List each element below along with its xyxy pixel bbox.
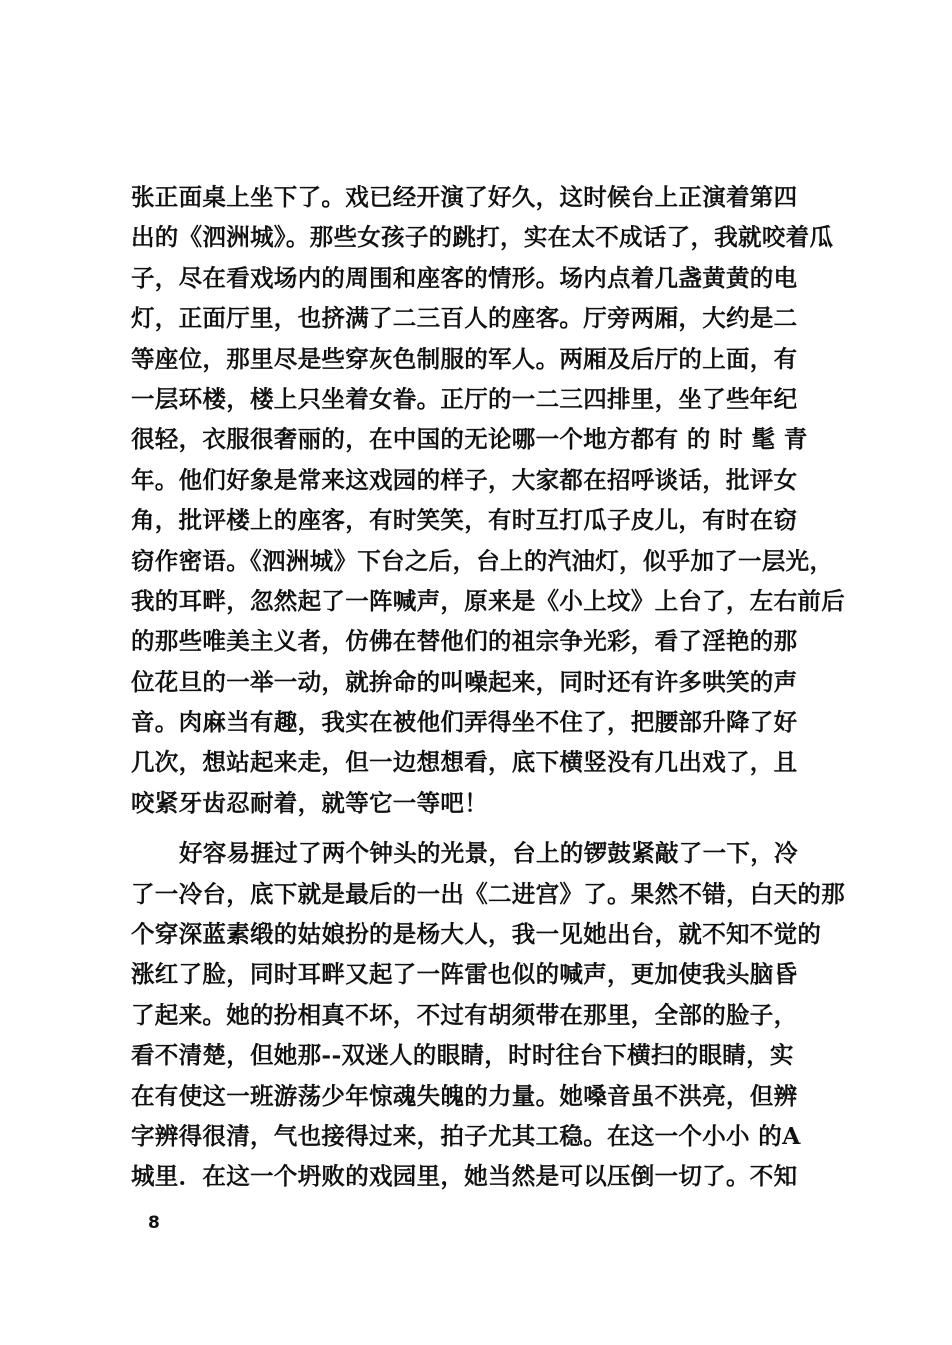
text-line: 城里．在这一个坍败的戏园里，她当然是可以压倒一切了。不知 — [131, 1162, 798, 1191]
paragraph-spacer — [131, 823, 856, 833]
text-line: 子，尽在看戏场内的周围和座客的情形。场内点着几盏黄黄的电 — [131, 263, 798, 292]
text-line: 了一冷台，底下就是最后的一出《二进宫》了。果然不错，白天的那 — [131, 879, 845, 908]
page-number: 8 — [148, 1213, 160, 1233]
text-line: 看不清楚，但她那--双迷人的眼睛，时时往台下横扫的眼睛，实 — [131, 1041, 794, 1070]
paragraph-1 — [131, 177, 856, 823]
text-line: 张正面桌上坐下了。戏已经开演了好久，这时候台上正演着第四 — [131, 183, 798, 211]
text-line: 一层环楼，楼上只坐着女眷。正厅的一二三四排里，坐了些年纪 — [131, 384, 798, 413]
text-line: 个穿深蓝素缎的姑娘扮的是杨大人，我一见她出台，就不知不觉的 — [131, 920, 822, 949]
text-line: 音。肉麻当有趣，我实在被他们弄得坐不住了，把腰部升降了好 — [131, 708, 798, 737]
body-text — [131, 177, 856, 1197]
text-line: 等座位，那里尽是些穿灰色制服的军人。两厢及后厅的上面，有 — [131, 344, 798, 373]
text-line: 的那些唯美主义者，仿佛在替他们的祖宗争光彩，看了淫艳的那 — [131, 627, 798, 656]
text-line: 位花旦的一举一动，就拚命的叫噪起来，同时还有许多哄笑的声 — [131, 667, 798, 696]
text-line: 几次，想站起来走，但一边想想看，底下横竖没有几出戏了，且 — [131, 748, 798, 777]
text-line: 字辨得很清，气也接得过来，拍子尤其工稳。在这一个小小 的A — [131, 1121, 801, 1150]
text-line: 很轻，衣服很奢丽的，在中国的无论哪一个地方都有 的 时 髦 青 — [131, 425, 808, 454]
text-line: 咬紧牙齿忍耐着，就等它一等吧！ — [131, 788, 488, 817]
text-line-indented: 好容易捱过了两个钟头的光景，台上的锣鼓紧敲了一下，冷 — [179, 839, 798, 868]
text-line: 角，批评楼上的座客，有时笑笑，有时互打瓜子皮儿，有时在窃 — [131, 506, 798, 535]
text-line: 在有使这一班游荡少年惊魂失魄的力量。她嗓音虽不洪亮，但辨 — [131, 1081, 798, 1110]
text-line: 年。他们好象是常来这戏园的样子，大家都在招呼谈话，批评女 — [131, 465, 798, 494]
paragraph-2 — [131, 833, 856, 1197]
text-line: 了起来。她的扮相真不坏，不过有胡须带在那里，全部的脸子， — [131, 1000, 798, 1029]
text-line: 灯，正面厅里，也挤满了二三百人的座客。厅旁两厢，大约是二 — [131, 304, 798, 333]
text-line: 出的《泗洲城》。那些女孩子的跳打，实在太不成话了，我就咬着瓜 — [131, 223, 834, 252]
text-line: 我的耳畔，忽然起了一阵喊声，原来是《小上坟》上台了，左右前后 — [131, 586, 845, 615]
text-line: 涨红了脸，同时耳畔又起了一阵雷也似的喊声，更加使我头脑昏 — [131, 960, 798, 989]
text-line: 窃作密语。《泗洲城》下台之后，台上的汽油灯，似乎加了一层光， — [131, 546, 834, 575]
